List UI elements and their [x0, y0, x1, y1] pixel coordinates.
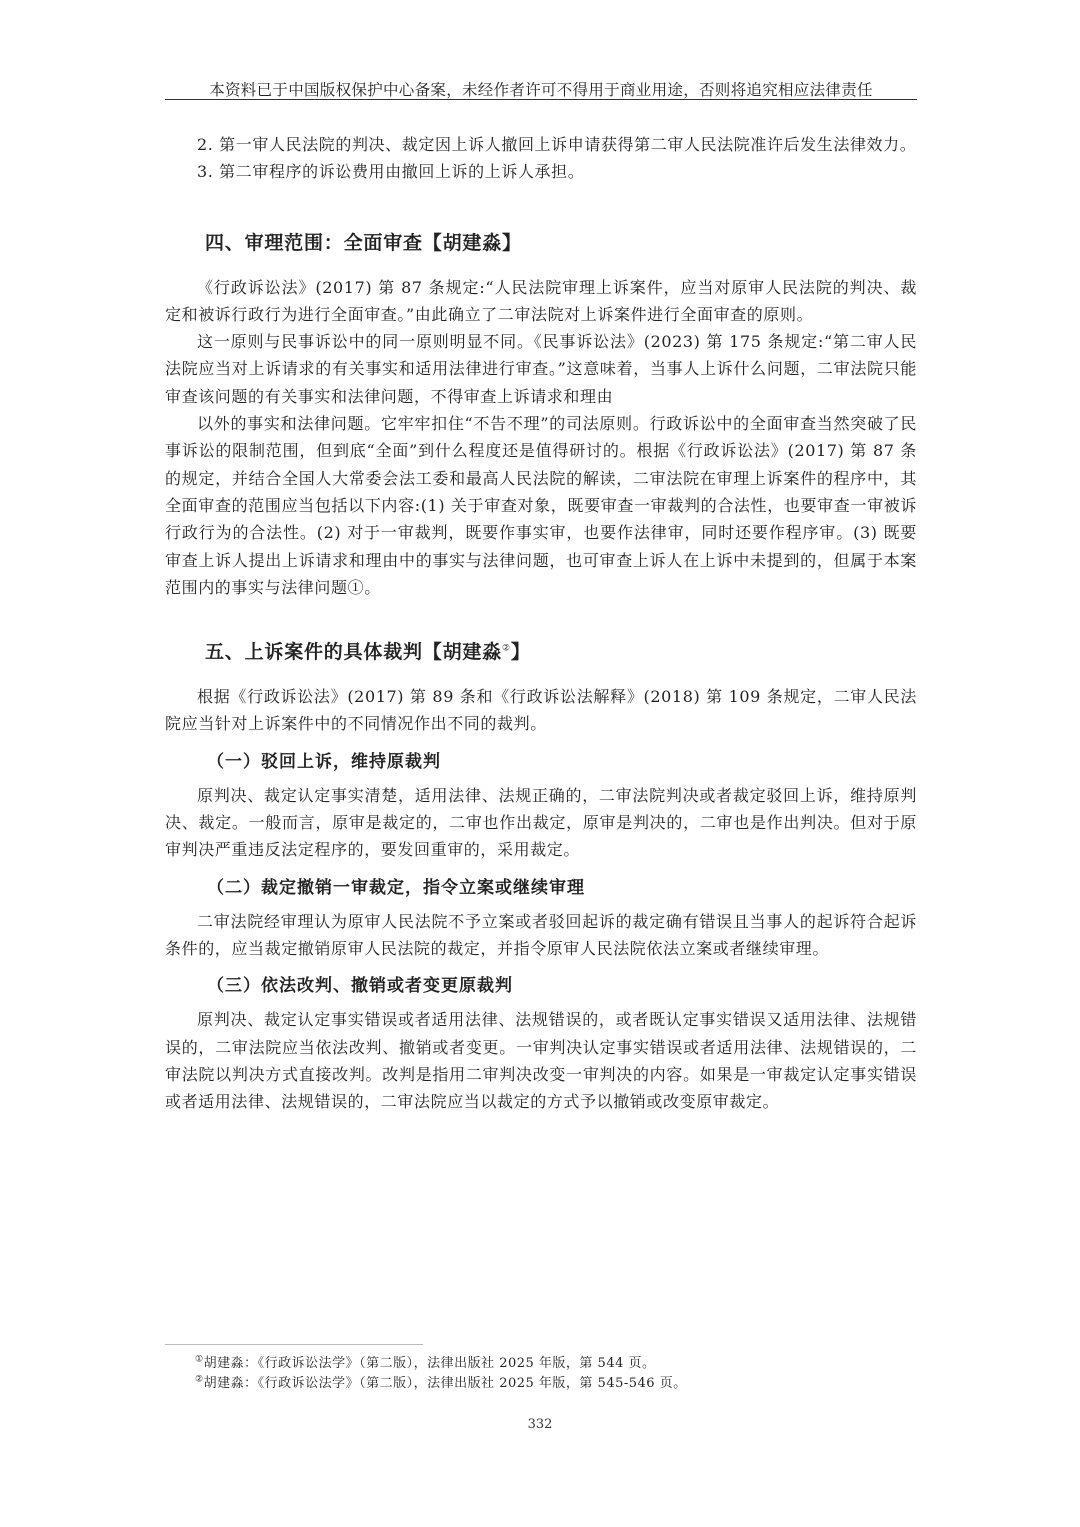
section-4-paragraph-3-text: 以外的事实和法律问题。它牢牢扣住“不告不理”的司法原则。行政诉讼中的全面审查当然突破了民事诉讼的限制范围，但到底“全面”到什么程度还是值得研讨的。根据《行政诉讼法》(2017) 第 87 条的规定，并结合全国人大常委会法工委和最高人民法院的解读，二审法院在审理上诉案件的程序中，其全面审查的范围应当包括以下内容:(1) 关于审查对象，既要审查一审裁判的合法性，也要审查一审被诉行政行为的合法性。(2) 对于一审裁判，既要作事实审，也要作法律审，同时还要作程序审。(3) 既要审查上诉人提出上诉请求和理由中的事实与法律问题，也可审查上诉人在上诉中未提到的，但属于本案范围内的事实与法律问题 — [165, 414, 917, 597]
section-4-heading: 四、审理范围：全面审查【胡建淼】 — [205, 231, 522, 254]
section-5-intro: 根据《行政诉讼法》(2017) 第 89 条和《行政诉讼法解释》(2018) 第 109 条规定，二审人民法院应当针对上诉案件中的不同情况作出不同的裁判。 — [165, 687, 917, 734]
subsection-2-heading: （二）裁定撤销一审裁定，指令立案或继续审理 — [207, 877, 585, 898]
list-item-2: 2. 第一审人民法院的判决、裁定因上诉人撤回上诉申请获得第二审人民法院准许后发生法律效力。 — [197, 135, 917, 154]
subsection-1-heading: （一）驳回上诉，维持原裁判 — [207, 751, 441, 772]
section-5-heading-text: 五、上诉案件的具体裁判【胡建淼 — [205, 641, 503, 664]
section-4-paragraph-1: 《行政诉讼法》(2017) 第 87 条规定:“人民法院审理上诉案件，应当对原审人民法院的判决、裁定和被诉行政行为进行全面审查。”由此确立了二审法院对上诉案件进行全面审查的原则。 — [165, 277, 917, 324]
page-header: 本资料已于中国版权保护中心备案，未经作者许可不得用于商业用途，否则将追究相应法律责任 — [209, 81, 873, 99]
subsection-3-text: 原判决、裁定认定事实错误或者适用法律、法规错误的，或者既认定事实错误又适用法律、法规错误的，二审法院应当依法改判、撤销或者变更。一审判决认定事实错误或者适用法律、法规错误的，二审法院以判决方式直接改判。改判是指用二审判决改变一审判决的内容。如果是一审裁定认定事实错误或者适用法律、法规错误的，二审法院应当以裁定的方式予以撤销或改变原审裁定。 — [165, 1010, 917, 1112]
subsection-1-text: 原判决、裁定认定事实清楚，适用法律、法规正确的，二审法院判决或者裁定驳回上诉，维持原判决、裁定。一般而言，原审是裁定的，二审也作出裁定，原审是判决的，二审也是作出判决。但对于原审判决严重违反法定程序的，要发回重审的，采用裁定。 — [165, 785, 917, 860]
footnote-2 — [195, 1374, 915, 1394]
subsection-2-text: 二审法院经审理认为原审人民法院不予立案或者驳回起诉的裁定确有错误且当事人的起诉符合起诉条件的，应当裁定撤销原审人民法院的裁定，并指令原审人民法院依法立案或者继续审理。 — [165, 911, 917, 958]
section-4-paragraph-2: 这一原则与民事诉讼中的同一原则明显不同。《民事诉讼法》(2023) 第 175 条规定:“第二审人民法院应当对上诉请求的有关事实和适用法律进行审查。”这意味着，当事人上诉什么问题，二审法院只能审查该问题的有关事实和法律问题，不得审查上诉请求和理由 — [165, 332, 917, 406]
section-4-paragraph-3: 以外的事实和法律问题。它牢牢扣住“不告不理”的司法原则。行政诉讼中的全面审查当然突破了民事诉讼的限制范围，但到底“全面”到什么程度还是值得研讨的。根据《行政诉讼法》(2017) 第 87 条的规定，并结合全国人大常委会法工委和最高人民法院的解读，二审法院在审理上诉案件的程序中，其全面审查的范围应当包括以下内容:(1) 关于审查对象，既要审查一审裁判的合法性，也要审查一审被诉行政行为的合法性。(2) 对于一审裁判，既要作事实审，也要作法律审，同时还要作程序审。(3) 既要审查上诉人提出上诉请求和理由中的事实与法律问题，也可审查上诉人在上诉中未提到的，但属于本案范围内的事实与法律问题①。 — [165, 414, 917, 597]
footnote-divider — [165, 1344, 423, 1345]
footnote-1-mark: ① — [195, 1354, 204, 1365]
footnote-1-text: 胡建淼：《行政诉讼法学》（第二版），法律出版社 2025 年版，第 544 页。 — [203, 1356, 656, 1371]
page-number: 332 — [527, 1417, 553, 1432]
subsection-3-heading: （三）依法改判、撤销或者变更原裁判 — [207, 976, 513, 997]
footnote-2-text: 胡建淼：《行政诉讼法学》（第二版），法律出版社 2025 年版，第 545-546 页。 — [203, 1376, 687, 1391]
footnote-ref-1[interactable]: ① — [347, 577, 365, 597]
footnote-2-mark: ② — [195, 1374, 204, 1385]
header-divider — [165, 99, 917, 100]
footnote-1 — [195, 1354, 915, 1374]
section-5-heading — [165, 639, 917, 666]
section-5-heading-close: 】 — [510, 641, 531, 664]
list-item-3: 3. 第二审程序的诉讼费用由撤回上诉的上诉人承担。 — [197, 162, 585, 182]
footnotes — [195, 1354, 915, 1394]
footnote-ref-2[interactable]: ② — [502, 643, 511, 654]
main-content — [165, 131, 917, 1115]
